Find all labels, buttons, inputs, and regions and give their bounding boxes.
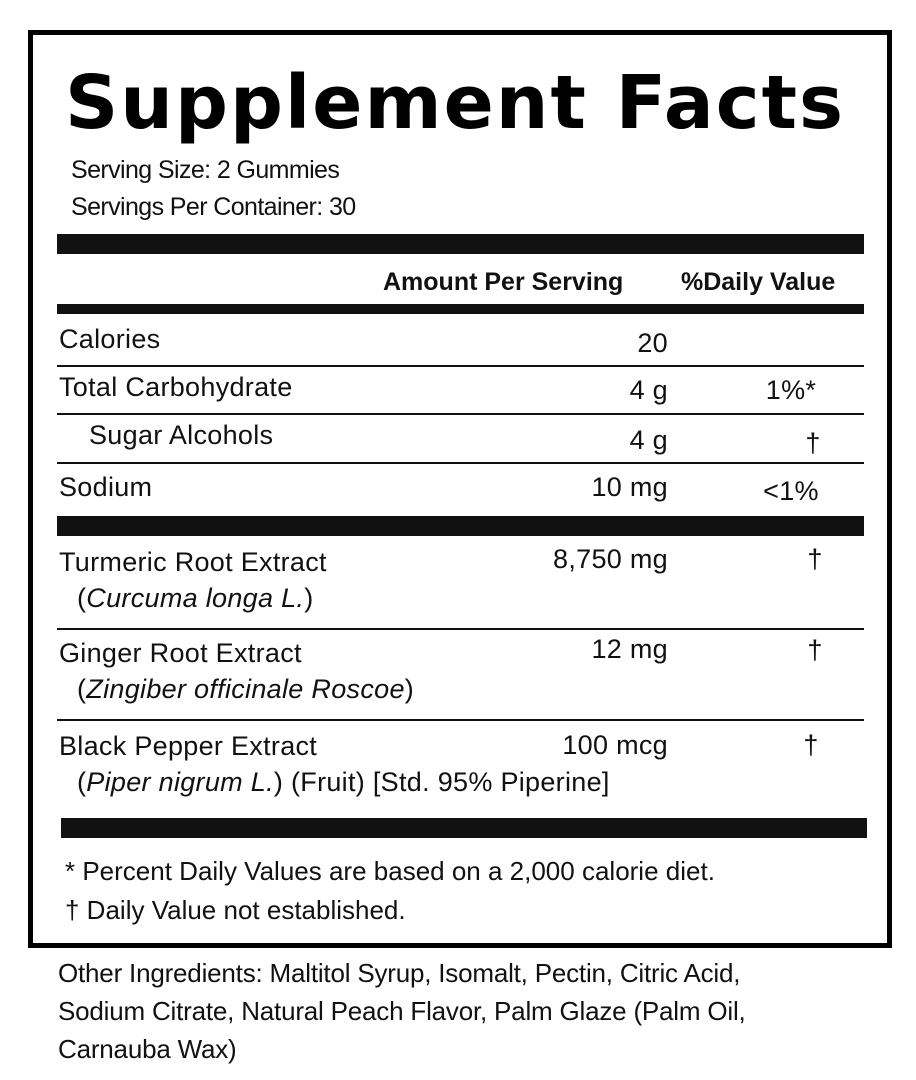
row-divider: [57, 462, 864, 464]
ingredient-name: Turmeric Root Extract: [59, 547, 327, 577]
other-ingredients-line: Other Ingredients: Maltitol Syrup, Isomalt, Pectin, Citric Acid,: [58, 958, 741, 988]
nutrient-daily-value: †: [805, 428, 821, 458]
ingredient-name: Black Pepper Extract: [59, 731, 318, 761]
footnote-dagger: † Daily Value not established.: [65, 895, 406, 925]
other-ingredients-line: Carnauba Wax): [58, 1034, 237, 1064]
nutrient-name: Calories: [59, 324, 161, 354]
other-ingredients: [58, 954, 878, 1068]
nutrient-name: Total Carbohydrate: [59, 372, 293, 402]
latin-name: Curcuma longa L.: [86, 583, 305, 613]
row-divider: [57, 719, 864, 721]
ingredient-daily-value: †: [807, 544, 823, 574]
ingredient-source: (Zingiber officinale Roscoe): [77, 674, 415, 704]
ingredient-name: Ginger Root Extract: [59, 638, 302, 668]
ingredient-amount: 12 mg: [591, 634, 668, 664]
nutrient-amount: 4 g: [629, 425, 668, 455]
other-ingredients-line: Sodium Citrate, Natural Peach Flavor, Palm Glaze (Palm Oil,: [58, 996, 746, 1026]
row-divider: [57, 365, 864, 367]
nutrient-amount: 20: [637, 328, 668, 358]
nutrient-name: Sodium: [59, 472, 153, 502]
latin-name: Zingiber officinale Roscoe: [86, 674, 405, 704]
row-divider: [57, 628, 864, 630]
thick-divider: [57, 234, 864, 254]
thick-divider: [57, 516, 864, 536]
ingredient-daily-value: †: [803, 730, 819, 760]
nutrient-amount: 10 mg: [591, 472, 668, 502]
latin-name: Piper nigrum L.: [86, 767, 274, 797]
servings-per-container: Servings Per Container: 30: [71, 193, 356, 221]
nutrient-amount: 4 g: [629, 375, 668, 405]
supplement-facts-panel: [28, 30, 892, 948]
ingredient-source: (Curcuma longa L.): [77, 583, 314, 613]
ingredient-source: (Piper nigrum L.) (Fruit) [Std. 95% Piperine]: [77, 767, 610, 797]
ingredient-amount: 100 mcg: [562, 730, 668, 760]
ingredient-amount: 8,750 mg: [553, 544, 668, 574]
serving-size: Serving Size: 2 Gummies: [71, 156, 340, 184]
nutrient-daily-value: 1%*: [765, 375, 817, 405]
footnote-percent-daily-value: * Percent Daily Values are based on a 2,000 calorie diet.: [65, 856, 715, 886]
thick-divider: [61, 818, 867, 838]
daily-value-header: %Daily Value: [681, 268, 836, 296]
nutrient-name: Sugar Alcohols: [89, 420, 274, 450]
amount-per-serving-header: Amount Per Serving: [383, 268, 624, 296]
nutrient-daily-value: <1%: [763, 476, 819, 506]
panel-title: Supplement Facts: [65, 60, 846, 146]
ingredient-daily-value: †: [807, 635, 823, 665]
medium-divider: [57, 304, 864, 314]
row-divider: [57, 413, 864, 415]
